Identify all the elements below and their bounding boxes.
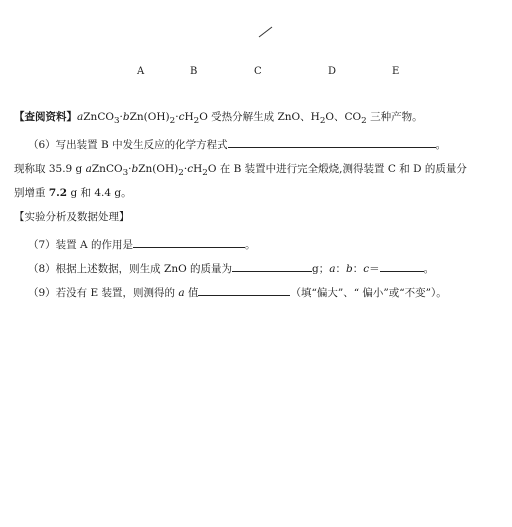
measure-text: g 和 4.4 g。 [67,187,132,199]
measurement-line-1 [14,162,467,180]
question-8 [28,260,434,276]
dot: · [119,111,123,123]
formula-text: O、CO [325,111,362,123]
question-6-end: 。 [435,139,447,151]
answer-blank-q8-mass[interactable] [232,260,312,272]
subscript: 2 [202,168,208,179]
question-7-text: （7）装置 A 的作用是 [28,239,133,251]
question-9-text: （填“偏大”、“ 偏小”或“不变”）。 [290,287,447,299]
coef-c: c [178,111,185,123]
coef-a: a [85,163,92,175]
apparatus-label-d: D [328,66,337,77]
formula-text: ZnCO [91,163,123,175]
dot: · [175,111,179,123]
question-9 [28,284,447,300]
reference-info [14,110,423,128]
question-9-text: 值 [184,287,199,299]
answer-blank-q8-ratio[interactable] [380,260,424,272]
analysis-heading-text: 【实验分析及数据处理】 [14,211,130,223]
coef-b: b [131,163,139,175]
apparatus-label-c: C [254,66,262,77]
equals-sign: ＝ [369,263,380,275]
formula-text: Zn(OH) [129,111,170,123]
answer-blank-q6[interactable] [228,136,436,148]
answer-blank-q9[interactable] [198,284,290,296]
question-9-text: （9）若没有 E 装置，则测得的 [28,287,179,299]
subscript: 2 [178,168,184,179]
question-8-text: g； [312,263,330,275]
reference-heading: 【查阅资料】 [14,111,77,123]
apparatus-label-e: E [392,66,400,77]
measure-text: 别增重 [14,187,49,199]
apparatus-fragment [258,26,273,38]
ratio-separator: ： [335,263,347,275]
coef-b: b [122,111,130,123]
formula-text: Zn(OH) [138,163,179,175]
dot: · [128,163,132,175]
coef-c: c [187,163,194,175]
formula-text: H [184,111,194,123]
question-6 [28,136,446,152]
coef-a: a [178,287,185,299]
dot: · [183,163,188,175]
measurement-line-2 [14,186,132,200]
measure-text: O 在 B 装置中进行完全煅烧,测得装置 C 和 D 的质量分 [207,163,467,175]
formula-text: 三种产物。 [366,111,423,123]
subscript: 2 [169,116,176,127]
coef-a: a [77,111,84,123]
subscript: 3 [122,168,129,179]
answer-blank-q7[interactable] [133,236,245,248]
subscript: 2 [361,116,367,127]
ratio-separator: ： [352,263,364,275]
apparatus-label-b: B [190,66,198,77]
measure-text: 现称取 35.9 g [14,163,86,175]
question-8-text: （8）根据上述数据，则生成 ZnO 的质量为 [28,263,233,275]
coef-a: a [329,263,336,275]
subscript: 3 [113,116,120,127]
question-6-text: （6）写出装置 B 中发生反应的化学方程式 [28,139,228,151]
subscript: 2 [193,116,200,127]
apparatus-label-a: A [137,66,145,77]
question-7-end: 。 [244,239,256,251]
subscript: 2 [319,116,326,127]
question-7 [28,236,255,252]
mass-value: 7.2 [48,187,68,199]
formula-text: O 受热分解生成 ZnO、H [199,111,320,123]
coef-c: c [363,263,370,275]
question-8-end: 。 [423,263,435,275]
formula-text: ZnCO [83,111,114,123]
formula-text: H [193,163,203,175]
analysis-heading [14,210,130,224]
coef-b: b [346,263,353,275]
